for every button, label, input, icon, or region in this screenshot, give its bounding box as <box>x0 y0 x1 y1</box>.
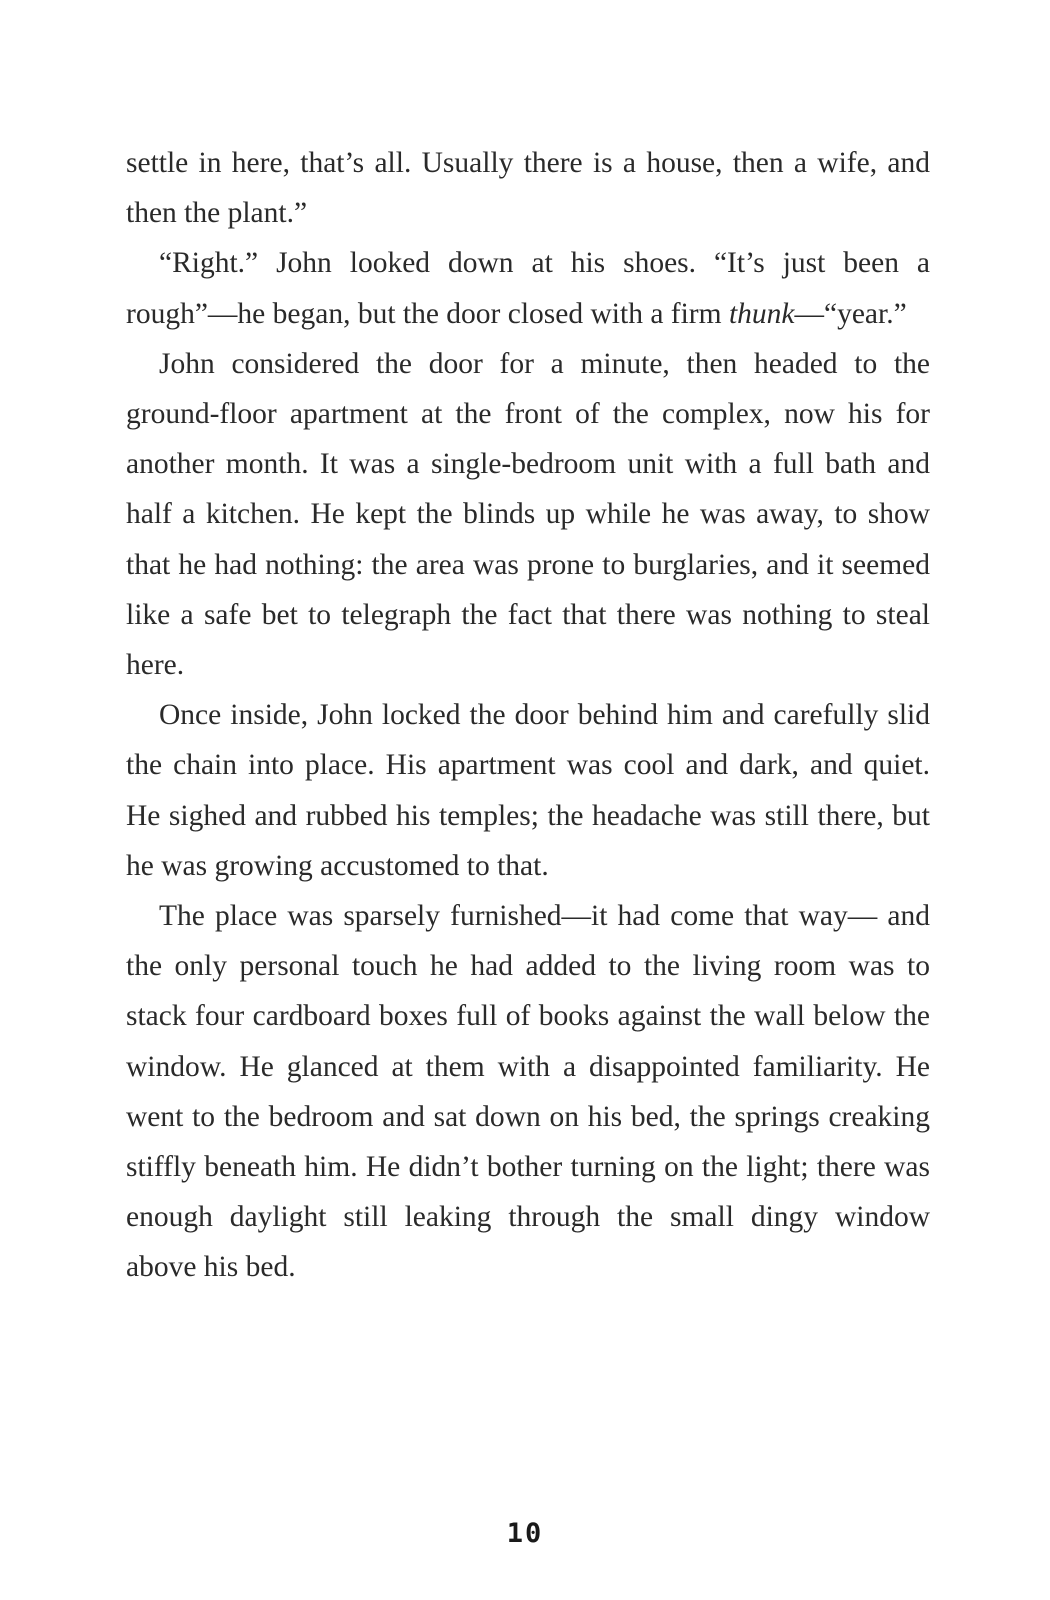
italic-word: thunk <box>728 297 795 330</box>
paragraph-text: John considered the door for a minute, then headed to the ground-floor apartment at the front of the complex, now his for another month. It was a single-bedroom unit with a full bath and half a kitchen. He kept the blinds up while he was away, to show that he had nothing: the area was prone to burglaries, and it seemed like a safe bet to telegraph the fact that there was nothing to steal here. <box>126 347 930 682</box>
paragraph-text: —“year.” <box>794 297 907 330</box>
paragraph-text: settle in here, that’s all. Usually there is a house, then a wife, and then the plant.” <box>126 147 930 230</box>
paragraph <box>126 891 930 1293</box>
paragraph-text: Once inside, John locked the door behind him and carefully slid the chain into place. His apartment was cool and dark, and quiet. He sighed and rubbed his temples; the headache was still there, but he was growing accustomed to that. <box>126 699 930 882</box>
paragraph-text: The place was sparsely furnished—it had come that way— and the only personal touch he had added to the living room was to stack four cardboard boxes full of books against the wall below the window. He glanced at them with a disappointed familiarity. He went to the bedroom and sat down on his bed, the springs creaking stiffly beneath him. He didn’t bother turning on the light; there was enough daylight still leaking through the small dingy window above his bed. <box>126 900 930 1284</box>
page-number: 10 <box>506 1518 544 1549</box>
paragraph-text: “Right.” John looked down at his shoes. “It’s just been a rough”—he began, but the door closed with a firm <box>126 247 930 330</box>
body-text <box>126 138 930 1293</box>
paragraph <box>126 690 930 891</box>
paragraph <box>126 238 930 338</box>
paragraph <box>126 138 930 238</box>
paragraph <box>126 339 930 690</box>
